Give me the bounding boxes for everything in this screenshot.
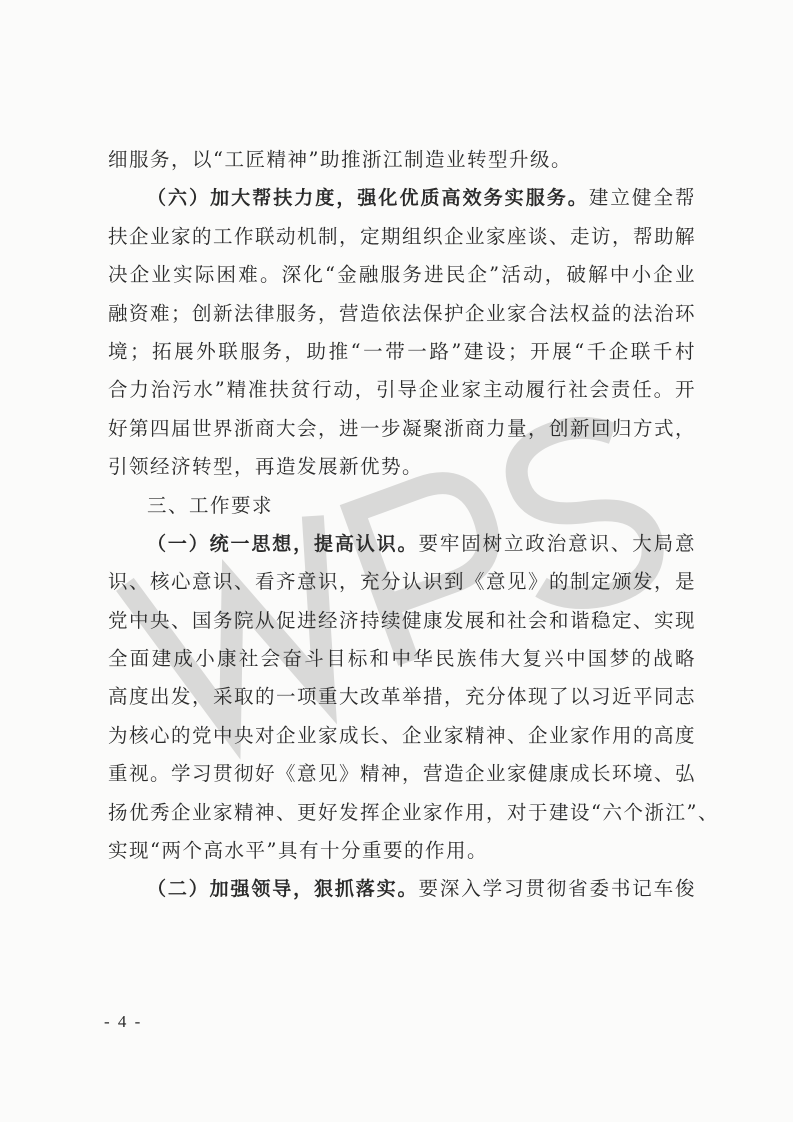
text-line — [108, 218, 696, 256]
line-text: 好第四届世界浙商大会，进一步凝聚浙商力量，创新回归方式， — [108, 416, 697, 440]
text-line — [108, 602, 696, 640]
section-heading: （二）加强领导，狠抓落实。 — [147, 878, 419, 901]
line-text: 重视。学习贯彻好《意见》精神，营造企业家健康成长环境、弘 — [108, 762, 697, 786]
text-line — [108, 678, 696, 716]
line-text: 三、工作要求 — [147, 493, 274, 517]
line-text: 全面建成小康社会奋斗目标和中华民族伟大复兴中国梦的战略 — [108, 647, 696, 671]
text-line — [108, 794, 719, 832]
text-line — [108, 755, 696, 793]
text-line — [108, 410, 696, 448]
text-line — [108, 371, 696, 409]
line-text: 高度出发，采取的一项重大改革举措，充分体现了以习近平同志 — [108, 685, 697, 709]
text-line — [108, 832, 696, 870]
page-number: - 4 - — [104, 1012, 143, 1031]
line-text: 扬优秀企业家精神、更好发挥企业家作用，对于建设“六个浙江”、 — [108, 800, 719, 824]
text-line — [108, 141, 696, 179]
line-text: 扶企业家的工作联动机制，定期组织企业家座谈、走访，帮助解 — [108, 224, 697, 248]
body-text — [108, 141, 719, 909]
line-text: 细服务，以“工匠精神”助推浙江制造业转型升级。 — [108, 148, 572, 171]
line-text: 决企业实际困难。深化“金融服务进民企”活动，破解中小企业 — [108, 263, 696, 287]
line-text: 建立健全帮 — [588, 186, 696, 210]
text-line — [108, 640, 696, 678]
text-line — [108, 333, 696, 371]
text-line — [108, 487, 696, 525]
text-line — [108, 256, 696, 294]
line-text: 引领经济转型，再造发展新优势。 — [108, 455, 424, 479]
text-line — [108, 179, 696, 217]
text-line — [108, 563, 696, 601]
text-line — [108, 525, 696, 563]
line-text: 党中央、国务院从促进经济持续健康发展和社会和谐稳定、实现 — [108, 608, 697, 632]
line-text: 识、核心意识、看齐意识，充分认识到《意见》的制定颁发，是 — [108, 570, 697, 594]
text-line — [108, 870, 696, 908]
line-text: 要深入学习贯彻省委书记车俊 — [418, 877, 696, 901]
text-line — [108, 295, 696, 333]
line-text: 合力治污水”精准扶贫行动，引导企业家主动履行社会责任。开 — [108, 378, 696, 402]
line-text: 融资难；创新法律服务，营造依法保护企业家合法权益的法治环 — [108, 301, 697, 325]
line-text: 为核心的党中央对企业家成长、企业家精神、企业家作用的高度 — [108, 723, 697, 747]
line-text: 要牢固树立政治意识、大局意 — [418, 531, 696, 555]
text-line — [108, 717, 696, 755]
line-text: 境；拓展外联服务，助推“一带一路”建设；开展“千企联千村 — [108, 339, 696, 363]
line-text: 实现“两个高水平”具有十分重要的作用。 — [108, 839, 488, 863]
section-heading: （一）统一思想，提高认识。 — [147, 532, 419, 555]
section-heading: （六）加大帮扶力度，强化优质高效务实服务。 — [147, 187, 589, 210]
text-line — [108, 448, 696, 486]
